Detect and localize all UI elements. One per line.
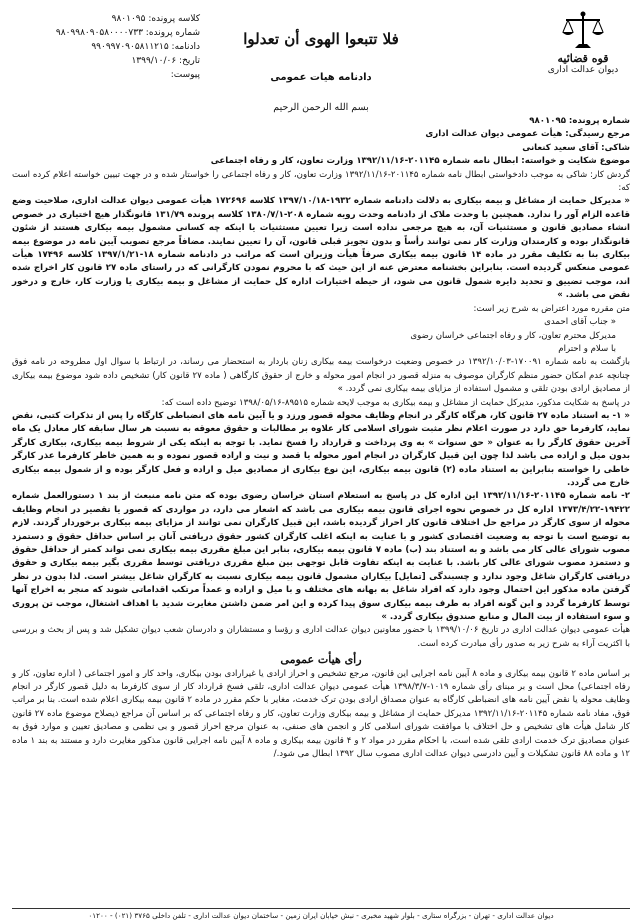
regulation-addressee: « جناب آقای احمدی — [544, 317, 616, 328]
emblem-subtitle: دیوان عدالت اداری — [547, 65, 619, 75]
regulation-text: بازگشت به نامه شماره ۱۷۰۰۹۱-۱۳۹۲/۱۰/۰۳ در خصوص وضعیت درخواست بیمه بیکاری زنان باردار به استحضار می رساند، در ارتباط با سوال اول مطروحه در نامه فوق چنانچه عدم امکان حضور منظم کارگران موصوف به منزله قصور در انجام امور محوله و خارج از حقوق کارگاهی ( ماده ۲۷ قانون کار) تشخیص داده شود موضوع بیمه بیکاری از مصادیق ارادی بودن تلقی و مشمول استفاده از مزایای بیمه بیکاری نمی گردد. » — [12, 357, 630, 395]
document-header — [12, 6, 630, 100]
defense-point-2: ۲- نامه شماره ۲۰۱۱۴۵-۱۳۹۲/۱۱/۱۶ این اداره کل در پاسخ به استعلام استان خراسان رضوی بوده که متن نامه منبعث از بند ۱ دستورالعمل شماره ۱۹۴۲۲-۱۳۷۳/۴/۲۲ اداره کل در خصوص نحوه اجرای قانون بیمه بیکاری می باشد که اشعار می دارد، در مواردی که قصور یا تقصیر در انجام وظایف محوله از سوی کارگر در مراجع حل اختلاف قانون کار احراز گردیده باشد، این قبیل کارگران نمی توانند از مزایای بیمه بیکاری برخوردار گردند. لازم به توضیح است با توجه به وضعیت اقتصادی کشور و با عنایت به اینکه اغلب کارگران کشور حقوق دریافتی آنان بر اساس حداقل حقوق و دستمزد مصوب شورای عالی کار می باشد و به استناد بند (ب) ماده ۷ قانون بیمه بیکاری، بنابر این مبلغ مقرری بیمه بیکاری نمی تواند کمتر از حداقل حقوق و دستمزد مصوب شورای عالی کار باشد. با عنایت به اینکه تفاوت قابل توجهی بین مبلغ مقرری دریافتی توسط مقرری بگیر بیمه بیکاری و حقوق دریافتی کارگران شاغل وجود ندارد و چسبندگی [تمایل] بیکاران مشمول قانون بیمه بیکاری نسبت به کارگران شاغل بیشتر است. لذا بدون در نظر گرفتن ماده مذکور این احتمال وجود دارد که افراد شاغل به بهانه های مختلف و با میل و اراده و عمداً مرتکب اقداماتی شوند که منجر به اخراج آنها توسط کارفرما گردد و این گونه افراد به طرف بیمه بیکاری سوق پیدا کرده و این امر ضمن داشتن مغایرت شدید با اهداف اشتغال، موجب تن پروری و سوء استفاده از بیت المال و منابع صندوق بیکاری گردد. » — [12, 491, 631, 623]
document-footer: دیوان عدالت اداری - تهران - بزرگراه ستاری - بلوار شهید مخبری - نبش خیابان ایران زمین - ساختمان دیوان عدالت اداری - تلفن داخلی ۳۷۶۵ (۰۲۱) - ۰۱۲۰۰ — [12, 908, 630, 920]
emblem-title: قوه قضائیه — [557, 52, 609, 65]
document-meta — [20, 12, 200, 82]
ruling-title: رأی هیأت عمومی — [280, 653, 362, 667]
plaintiff-statement: « مدیرکل حمایت از مشاغل و بیمه بیکاری به دلالت دادنامه شماره ۱۹۳۲-۱۳۹۷/۱۰/۱۸ کلاسه ۱۷۲۶۹۶ هیأت عمومی دیوان عدالت اداری، صلاحیت وضع قاعده الزام آور را ندارد. همچنین با وحدت ملاک از دادنامه وحدت رویه شماره ۲۰۸-۱۳۸۰/۷/۱ کلاسه پرونده ۱۳۱/۷۹ قانونگذار هیچ اختیاری در خصوص انشاء مصادیق قانون و مستثنیات آن، به هیچ مرجعی نداده است زیرا تعیین مستثنیات یا اینکه چه کسانی مشمول بیمه بیکاری هستند از شئون قانونگذار بوده و کارمندان وزارت کار نمی توانند رأساً و بدون تجویز قبلی قانون، آن را تعیین نمایند. مضافاً مرجع تصویب آیین نامه در موضوع بیمه بیکاری بنا به تکلیف مقرر در ماده ۱۴ قانون بیمه بیکاری صرفاً هیأت وزیران است که مراتب در دادنامه شماره ۱۸-۱۳۹۷/۱/۲۱ کلاسه ۱۷۴۹۶ هیأت عمومی منعکس گردیده است. بنابراین بخشنامه معترض عنه از این حیث که با محروم نمودن کارگرانی که در راستای ماده ۲۷ قانون کار اخراج شده اند، موجب تضییق و تحدید دایره شمول قانون می شود، از حیطه اختیارات اداره کل حمایت از مشاغل و بیمه بیکاری یا وزارت کار، خارج و درخور نقض می باشد. » — [12, 196, 631, 301]
meta-file-class: کلاسه پرونده: ۹۸۰۱۰۹۵ — [111, 14, 200, 24]
document-body — [12, 115, 630, 762]
meta-doc-number: شماره پرونده: ۹۸۰۹۹۸۰۹۰۵۸۰۰۰۰۷۳۳ — [55, 28, 200, 38]
case-number: شماره پرونده: ۹۸۰۱۰۹۵ — [529, 116, 630, 126]
hearing-statement: هیأت عمومی دیوان عدالت اداری در تاریخ ۱۳۹۹/۱۰/۰۶ با حضور معاونین دیوان عدالت اداری و رؤسا و مستشاران و دادرسان شعب دیوان تشکیل شد و پس از بحث و بررسی با اکثریت آراء به شرح زیر به صدور رأی مبادرت کرده است. — [12, 625, 630, 649]
regulation-addressee-title: مدیرکل محترم تعاون، کار و رفاه اجتماعی خراسان رضوی — [410, 330, 616, 341]
regulation-greeting: با سلام و احترام — [558, 343, 616, 354]
calligraphy-verse: فلا تتبعوا الهوی أن تعدلوا — [243, 30, 399, 48]
complaint-subject: موضوع شکایت و خواسته: ابطال نامه شماره ۲۰۱۱۴۵-۱۳۹۲/۱۱/۱۶ وزارت تعاون، کار و رفاه اجتماعی — [210, 156, 630, 167]
meta-attachment: پیوست: — [170, 70, 200, 80]
meta-date: تاریخ: ۱۳۹۹/۱۰/۰۶ — [131, 56, 200, 66]
plaintiff: شاکی: آقای سعید کنعانی — [522, 142, 630, 153]
document-type: دادنامه هیات عمومی — [270, 72, 372, 83]
basmala: بسم الله الرحمن الرحیم — [273, 102, 369, 113]
defense-intro: در پاسخ به شکایت مذکور، مدیرکل حمایت از مشاغل و بیمه بیکاری به موجب لایحه شماره ۸۹۵۱۵-۱۳۹۸/۰۵/۱۶ توضیح داده است که: — [161, 397, 630, 408]
regulation-intro: متن مقرره مورد اعتراض به شرح زیر است: — [473, 303, 630, 314]
case-proceedings: گردش کار: شاکی به موجب دادخواستی ابطال نامه شماره ۲۰۱۱۴۵-۱۳۹۲/۱۱/۱۶ وزارت تعاون، کار و رفاه اجتماعی را خواستار شده و در جهت تبیین خواسته اعلام کرده است که: — [12, 169, 630, 194]
authority: مرجع رسیدگی: هیأت عمومی دیوان عدالت اداری — [425, 129, 630, 140]
defense-point-1: « ۱- به استناد ماده ۲۷ قانون کار، هرگاه کارگر در انجام وظایف محوله قصور ورزد و یا آیین نامه های انضباطی کارگاه را پس از تذکرات کتبی، نقض نماید، کارفرما حق دارد در صورت اعلام نظر مثبت شورای اسلامی کار علاوه بر مطالبات و حقوق معوقه به نسبت هر سال سابقه کار معادل یک ماه آخرین حقوق کارگر را به عنوان « حق سنوات » به وی پرداخت و قرارداد را فسخ نماید. با توجه به اینکه یکی از شروط بیمه بیکاری، بیکاری کارگر بدون میل و اراده می باشد لذا چون این قبیل کارگران در انجام امور محوله یا قصد و نیت و اراده قصور نموده و به همین خاطر کارفرما عذر کارگر خاطی را خواسته بنابراین به استناد ماده (۲) قانون بیمه بیکاری، این نوع بیکاری از مصادیق میل و اراده و فعل کارگر بوده و از شمول بیمه بیکاری خارج می گردد. — [12, 410, 630, 488]
meta-verdict-number: دادنامه: ۹۹۰۹۹۷۰۹۰۵۸۱۱۲۱۵ — [91, 42, 200, 52]
ruling-text: بر اساس ماده ۲ قانون بیمه بیکاری و ماده ۸ آیین نامه اجرایی این قانون، مرجع تشخیص و احراز ارادی یا غیرارادی بودن بیکاری، واحد کار و امور اجتماعی ( اداره تعاون، کار و رفاه اجتماعی) محل است و بر مبنای رأی شماره ۱۰۱۹-۱۳۹۸/۳/۷ هیأت عمومی دیوان عدالت اداری، تلقی فسخ قرارداد کار از سوی کارفرما به دلیل قصور کارگر در انجام وظایف محوله یا نقض آیین نامه های انضباطی کارگاه به عنوان مصداق ارادی بودن ترک خدمت، مغایر با حکم مقرر در ماده ۲ قانون بیمه بیکاری اعلام شده است. بنا بر مراتب فوق، مفاد نامه شماره ۲۰۱۱۴۵-۱۳۹۲/۱۱/۱۶ مدیرکل حمایت از مشاغل و بیمه بیکاری وزارت تعاون، کار و رفاه اجتماعی که بر اساس آن مراجع ذیصلاح موضوع ماده ۲۷ قانون کار شامل هیأت های تشخیص و حل اختلاف با موافقت شورای اسلامی کار و انجمن های صنفی، به عنوان مرجع احراز قصور و بی نظمی و مصادیق تعیین و موارد فوق به عنوان مصادیق ترک خدمت ارادی تلقی شده است، با احکام مقرر در مواد ۲ و ۴ قانون بیمه بیکاری و ماده ۸ آیین نامه اجرایی قانون مذکور مغایرت دارد و مستند به بند ۱ ماده ۱۲ و ماده ۸۸ قانون تشکیلات و آیین دادرسی دیوان عدالت اداری مصوب سال ۱۳۹۲ ابطال می شود./ — [12, 668, 631, 760]
